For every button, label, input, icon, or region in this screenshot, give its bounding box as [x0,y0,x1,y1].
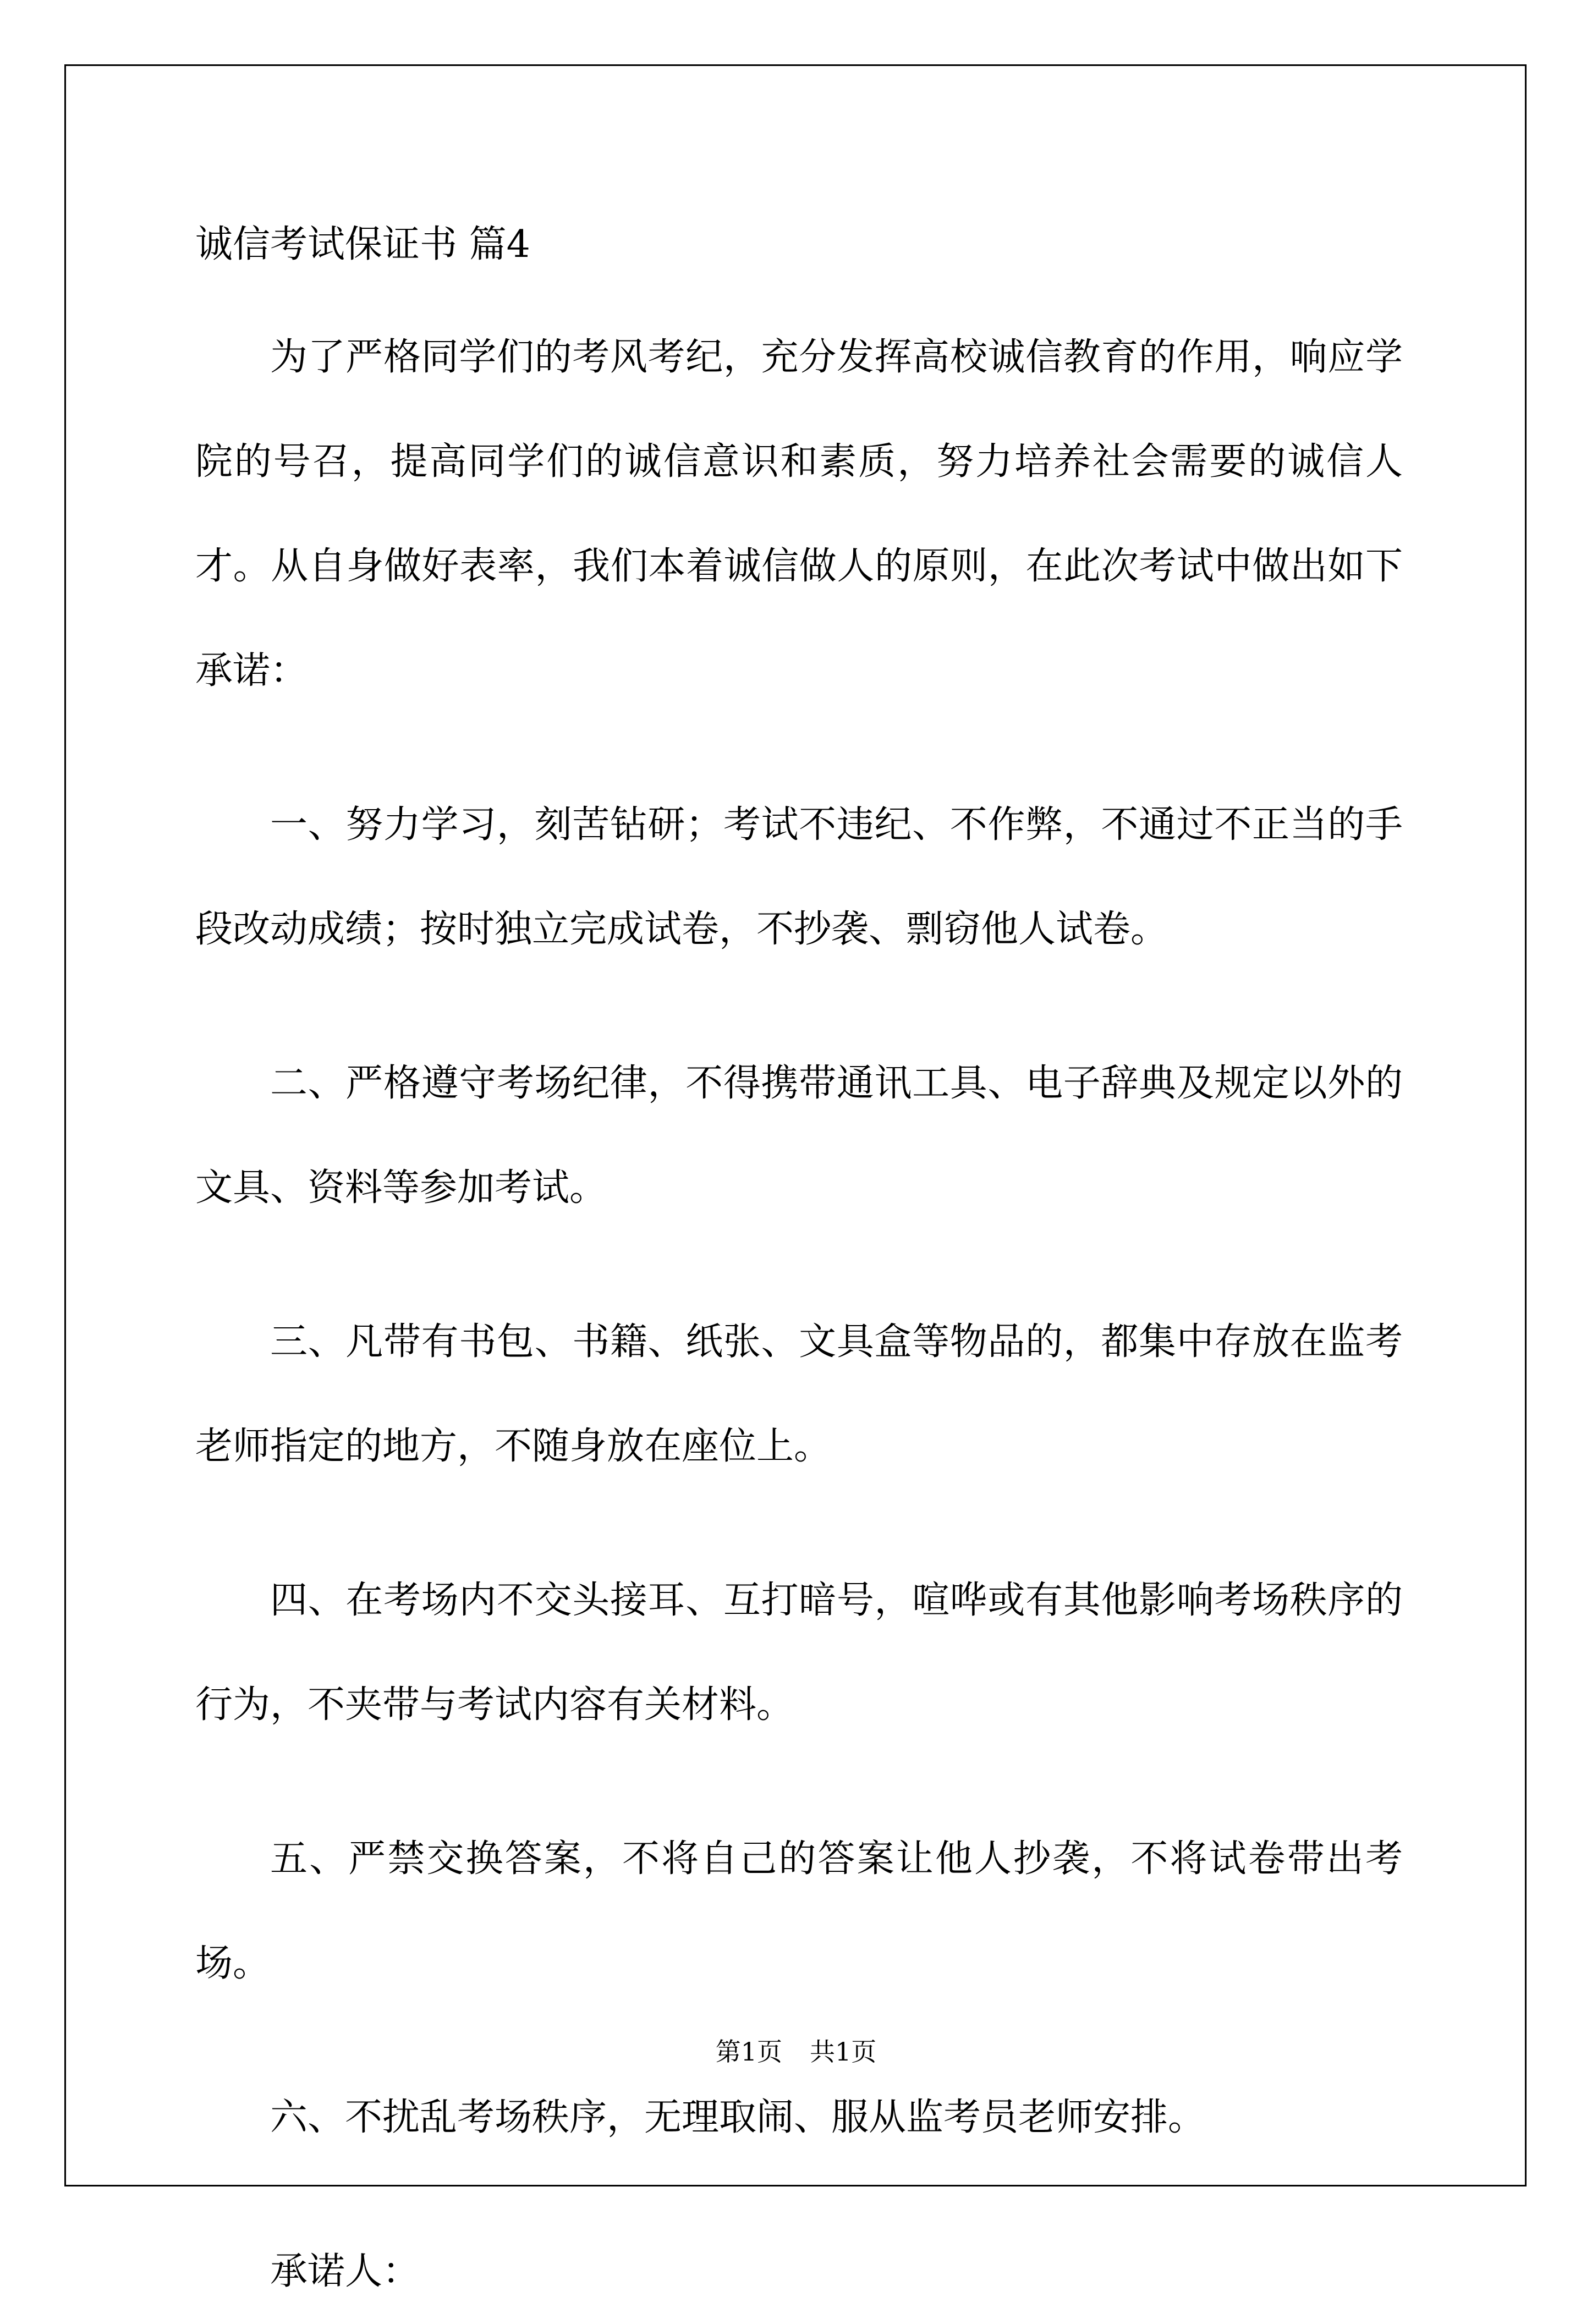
paragraph-pledge-6: 六、不扰乱考场秩序，无理取闹、服从监考员老师安排。 [270,2096,1206,2139]
page-footer [0,2035,1592,2068]
paragraph-pledge-5: 五、严禁交换答案，不将自己的答案让他人抄袭，不将试卷带出考场。 [195,1837,1403,1985]
document-body [195,217,1403,2324]
signature-label: 承诺人： [270,2250,420,2293]
document-title: 诚信考试保证书 篇4 [195,223,530,266]
paragraph-pledge-3: 三、凡带有书包、书籍、纸张、文具盒等物品的，都集中存放在监考老师指定的地方，不随身放在座位上。 [195,1320,1403,1468]
paragraph-pledge-4: 四、在考场内不交头接耳、互打暗号，喧哗或有其他影响考场秩序的行为，不夹带与考试内容有关材料。 [195,1579,1403,1727]
page-number-total: 共1页 [810,2037,877,2067]
paragraph-intro: 为了严格同学们的考风考纪，充分发挥高校诚信教育的作用，响应学院的号召，提高同学们的诚信意识和素质，努力培养社会需要的诚信人才。从自身做好表率，我们本着诚信做人的原则，在此次考试中做出如下承诺： [195,336,1403,693]
paragraph-pledge-1: 一、努力学习，刻苦钻研；考试不违纪、不作弊，不通过不正当的手段改动成绩；按时独立完成试卷，不抄袭、剽窃他人试卷。 [195,803,1403,951]
paragraph-pledge-2: 二、严格遵守考场纪律，不得携带通讯工具、电子辞典及规定以外的文具、资料等参加考试。 [195,1062,1403,1210]
page-number-current: 第1页 [715,2037,782,2067]
